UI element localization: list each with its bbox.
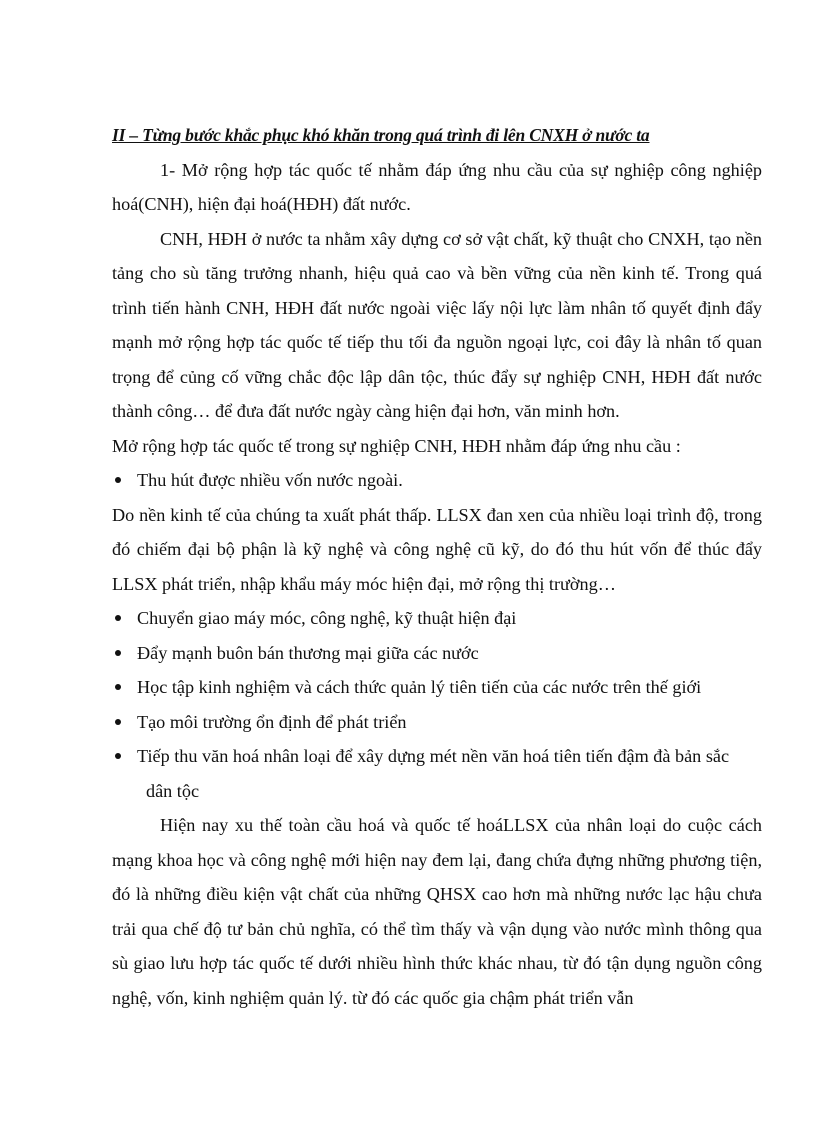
list-item-text: Tiếp thu văn hoá nhân loại để xây dựng mét nền văn hoá tiên tiến đậm đà bản sắc [137,746,730,766]
bullet-list-2 [112,601,762,808]
list-item-text-continuation: dân tộc [146,780,200,801]
body-paragraph-2: Mở rộng hợp tác quốc tế trong sự nghiệp CNH, HĐH nhằm đáp ứng nhu cầu : [112,435,681,456]
list-item [112,601,762,636]
bullet-icon [115,615,121,621]
list-item-text: Thu hút được nhiều vốn nước ngoài. [137,470,403,490]
bullet-icon [115,684,121,690]
document-body [112,118,762,1015]
intro-paragraph: 1- Mở rộng hợp tác quốc tế nhằm đáp ứng nhu cầu của sự nghiệp công nghiệp hoá(CNH), hiện đại hoá(HĐH) đất nước. [112,159,762,214]
body-paragraph-3: Do nền kinh tế của chúng ta xuất phát thấp. LLSX đan xen của nhiều loại trình độ, trong đó chiếm đại bộ phận là kỹ nghệ và công nghệ cũ kỹ, do đó thu hút vốn để thúc đẩy LLSX phát triển, nhập khẩu máy móc hiện đại, mở rộng thị trường… [112,504,762,594]
list-item [112,705,762,740]
bullet-icon [115,719,121,725]
bullet-icon [115,650,121,656]
bullet-icon [115,753,121,759]
body-paragraph-4: Hiện nay xu thế toàn cầu hoá và quốc tế hoáLLSX của nhân loại do cuộc cách mạng khoa học và công nghệ mới hiện nay đem lại, đang chứa đựng những phương tiện, đó là những điều kiện vật chất của những QHSX cao hơn mà những nước lạc hậu chưa trải qua chế độ tư bản chủ nghĩa, có thể tìm thấy và vận dụng vào nước mình thông qua sù giao lưu hợp tác quốc tế dưới nhiều hình thức khác nhau, từ đó tận dụng nguồn công nghệ, vốn, kinh nghiệm quản lý. từ đó các quốc gia chậm phát triển vẫn [112,815,762,1008]
section-heading: II – Từng bước khắc phục khó khăn trong quá trình đi lên CNXH ở nước ta [112,125,650,145]
list-item-text: Đẩy mạnh buôn bán thương mại giữa các nước [137,642,479,663]
bullet-list-1 [112,463,762,498]
list-item [112,670,762,705]
list-item [112,739,762,808]
list-item [112,463,762,498]
list-item-text: Tạo môi trường ổn định để phát triển [137,711,407,732]
body-paragraph-1: CNH, HĐH ở nước ta nhằm xây dựng cơ sở vật chất, kỹ thuật cho CNXH, tạo nền tảng cho sù tăng trưởng nhanh, hiệu quả cao và bền vững của nền kinh tế. Trong quá trình tiến hành CNH, HĐH đất nước ngoài việc lấy nội lực làm nhân tố quyết định đẩy mạnh mở rộng hợp tác quốc tế tiếp thu tối đa nguồn ngoại lực, coi đây là nhân tố quan trọng để củng cố vững chắc độc lập dân tộc, thúc đẩy sự nghiệp CNH, HĐH đất nước thành công… để đưa đất nước ngày càng hiện đại hơn, văn minh hơn. [112,228,762,421]
list-item [112,636,762,671]
list-item-text: Học tập kinh nghiệm và cách thức quản lý tiên tiến của các nước trên thế giới [137,677,702,697]
bullet-icon [115,477,121,483]
list-item-text: Chuyển giao máy móc, công nghệ, kỹ thuật hiện đại [137,608,517,628]
